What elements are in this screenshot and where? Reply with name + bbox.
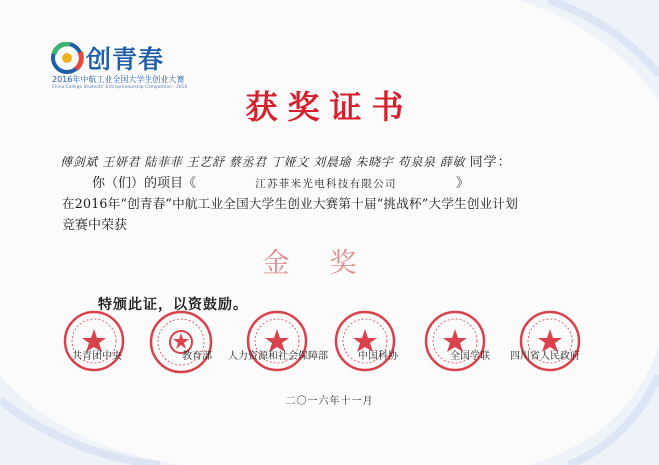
body-text-line-1: 在2016年“创青春”中航工业全国大学生创业大赛第十届“挑战杯”大学生创业计划	[62, 196, 519, 211]
logo-swirl-icon	[50, 42, 84, 74]
logo-wordmark: 创青春	[86, 45, 165, 74]
award-level: 金奖	[262, 248, 397, 279]
winner-names-line	[60, 151, 512, 170]
project-prefix: 你（们）的项目《	[92, 176, 197, 191]
seal-stamp-2	[148, 309, 214, 375]
project-name: 江苏菲米光电科技有限公司	[255, 178, 397, 190]
logo-english-line: China College Students' Entrepreneurship Competition · 2016	[52, 84, 188, 89]
issuer-name: 教育部	[182, 351, 212, 362]
logo-competition-name: 2016年中航工业全国大学生创业大赛	[52, 75, 185, 84]
seal-stamp-6	[518, 309, 582, 373]
issuer-name: 四川省人民政府	[510, 351, 580, 362]
seal-stamp-5	[423, 309, 487, 373]
seal-stamp-4	[333, 309, 397, 373]
certificate-title: 获奖证书	[245, 88, 414, 126]
issue-date: 二〇一六年十一月	[285, 396, 374, 407]
issuer-name: 共青团中央	[72, 351, 122, 362]
issuer-name: 人力资源和社会保障部	[228, 351, 328, 362]
project-suffix: 》	[456, 176, 470, 191]
official-seals	[0, 309, 659, 379]
closing-statement: 特颁此证，以资鼓励。	[98, 297, 248, 313]
issuer-name: 中国科协	[358, 351, 398, 362]
seal-stamp-1	[62, 309, 126, 373]
seal-stamp-3	[245, 309, 309, 373]
project-line	[92, 172, 469, 191]
body-text-line-2: 竞赛中荣获	[62, 218, 128, 233]
winner-names: 傅剑斌 王妍君 陆菲菲 王艺舒 蔡丞君 丁娅文 刘晨瑜 朱晓宇 苟泉泉 薛敏	[60, 155, 466, 169]
winner-names-suffix: 同学：	[469, 155, 512, 170]
issuer-name: 全国学联	[450, 351, 490, 362]
issuing-organizations	[0, 347, 659, 363]
